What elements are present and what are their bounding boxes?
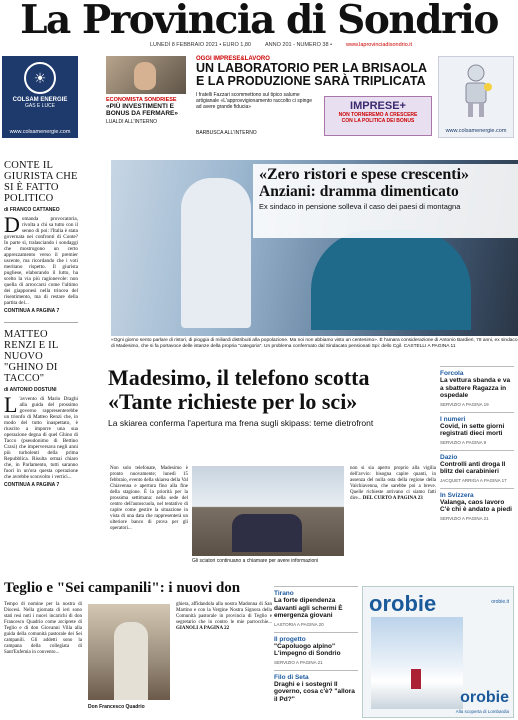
brief-tirano[interactable] — [274, 586, 358, 632]
orobie-ad[interactable] — [362, 586, 514, 718]
lead-headline-2: Anziani: dramma dimenticato — [259, 183, 459, 200]
teglio-col-3: ghiera, affidandola alla nostra Madonna di San Martino e con la Vergine Nostra Signora della Comunità pastorale in provincia di Teglio e segretario che in contro le mie parrocchie... GIANOLI A PAGINA 22 — [176, 602, 272, 631]
lead-caption: «Ogni giorno sento parlare di ristori, di pioggia di miliardi distribuiti alla popolazione. Ma noi non abbiamo visto un centesimo». È l'amara considerazione di Antonio Bardieri, 78 anni, ex sindaco di Madesimo, che si fa portavoce delle istanze della propria "categoria". Un problema confermato dal Sindacato pensionati Spi: dello Cgil. CASTELLI A PAGINA 11 — [111, 338, 518, 349]
ad-tagline: GAS E LUCE — [24, 103, 55, 109]
economist-photo — [106, 56, 186, 94]
brief-section: Forcola — [440, 370, 464, 377]
ad-url-left[interactable]: www.colsamenergie.com — [9, 129, 71, 135]
orobie-subtitle: Alla scoperta di Lombardia — [455, 709, 509, 714]
editorial-2-dropcap: L — [4, 392, 18, 417]
priest-photo — [88, 604, 170, 700]
brief-section: I numeri — [440, 415, 466, 423]
madesimo-photo — [192, 466, 344, 556]
website-link[interactable]: www.laprovinciadisondrio.it — [346, 42, 413, 48]
editorial-2-text: L 'avvento di Mario Draghi alla guida del prossimo governo rappresenterebbe un trionfo di Matteo Renzi che, in modo del tutto inaspettato, è riuscito a imporre una sua operazione degna di quel Ghino di Tacco (pseudonimo di Bettino Craxi) che imperversava negli anni più turbolenti della prima Repubblica. Risulta ormai chiaro che, in Parlamento, tutti saranno fuori in un'ora questa operazione che avrebbe sconvolto i vertici... — [4, 392, 78, 480]
brief-filo-di-seta[interactable] — [274, 670, 358, 709]
brief-progetto[interactable] — [274, 632, 358, 670]
editorial-2-title[interactable]: MATTEO RENZI E IL NUOVO "GHINO DI TACCO" — [4, 329, 59, 384]
lead-kicker: Ex sindaco in pensione solleva il caso dei paesi di montagna — [259, 202, 461, 211]
brisaola-body: I fratelli Fazzari scommettono sul tipico salume artigianale «L'approvvigionamento raccolto ci spinge ad avere grande fiducia» — [196, 92, 313, 110]
madesimo-col-1: Non solo telefonate, Madesimo è pronto nuovamente; lunedì 15 febbraio, evento della skiarea della Val Chiavenna e apertura fino alla fine della stagione. È la priorità per la prossima settimana: nella sede del centro dell'autoscuola, nel tentativo di capire come gestire la situazione in vista di una data che rappresenterà un ulteriore banco di prova per gli operatori... — [110, 466, 188, 531]
lead-photo — [111, 160, 518, 336]
teglio-story[interactable] — [4, 580, 272, 710]
brief-dazio[interactable] — [440, 450, 514, 488]
orobie-url[interactable]: orobie.it — [491, 599, 509, 605]
issue-number: ANNO 201 - NUMERO 38 • — [264, 42, 332, 48]
brief-title: "Capoluogo alpino" L'impegno di Sondrio — [274, 642, 341, 657]
orobie-cover-image — [371, 617, 463, 709]
madesimo-photo-caption: Gli sciatori continuano a chiamare per avere informazioni — [192, 558, 319, 564]
brief-svizzera[interactable] — [440, 488, 514, 526]
editorial-2-more[interactable]: CONTINUA A PAGINA 7 — [4, 482, 60, 488]
brief-page: JACQUET ARRIGA A PAGINA 17 — [440, 477, 507, 483]
ad-url-right[interactable]: www.colsamenergie.com — [445, 128, 507, 134]
masthead-info — [150, 42, 450, 48]
imprese-line-2: CON LA POLITICA DEI BONUS — [341, 118, 415, 124]
editorial-1-dropcap: D — [4, 212, 20, 237]
brief-title: Controlli anti droga Il blitz dei carabinieri — [440, 460, 506, 475]
brisaola-byline: BARBUSCA ALL'INTERNO — [196, 130, 257, 136]
masthead — [0, 0, 518, 50]
newspaper-title: La Provincia di Sondrio — [20, 0, 498, 43]
brief-title: Valanga, caos lavoro C'è chi è andato a piedi — [440, 498, 512, 513]
brief-title: La vettura sbanda e va a sbattere Ragazza in ospedale — [440, 377, 511, 399]
brief-page: SERVIZIO A PAGINA 21 — [440, 515, 489, 521]
brief-section: Il progetto — [274, 635, 306, 643]
teglio-col-1: Tempo di nomine per la nostra di Diocesi. Nella giornata di ieri sono stati resi noti i nuovi incarichi di don Francesco Quadrio come arciprete di Teglio e di don Giovanni Villa alla guida della comunità pastorale dei Sei campanili. Gli addetti sono la campana della collegiata di Sant'Eufemia in convento... — [4, 602, 82, 655]
imprese-banner[interactable] — [324, 96, 432, 136]
brisaola-headline-1: UN LABORATORIO PER LA BRISAOLA — [196, 61, 428, 75]
brisaola-story[interactable] — [196, 56, 432, 138]
brief-page: LASTORIA A PAGINA 20 — [274, 621, 324, 627]
brisaola-tag: OGGI IMPRESE&LAVORO — [196, 56, 270, 62]
teaser-byline: LUALDI ALL'INTERNO — [106, 119, 157, 125]
brief-page: SERVIZIO A PAGINA 21 — [274, 659, 323, 665]
brief-numeri[interactable] — [440, 412, 514, 450]
teaser-section: ECONOMISTA SONDRIESE — [106, 97, 177, 103]
madesimo-story[interactable] — [108, 366, 408, 428]
imprese-logo: IMPRESE+ — [350, 100, 406, 112]
madesimo-kicker: La skiarea conferma l'apertura ma frena sugli skipass: teme dietrofront — [108, 418, 374, 428]
colsam-ad-right[interactable] — [438, 56, 514, 138]
economist-teaser[interactable] — [106, 56, 186, 138]
brief-forcola[interactable] — [440, 366, 514, 412]
top-band — [0, 56, 518, 140]
madesimo-headline-2: «Tante richieste per lo sci» — [108, 389, 358, 414]
colsam-ad-left[interactable] — [2, 56, 78, 138]
editorial-1-author: di FRANCO CATTANEO — [4, 207, 60, 213]
brief-title: La forte dipendenza davanti agli schermi È emergenza giovani — [274, 597, 343, 619]
madesimo-headline-1: Madesimo, il telefono scotta — [108, 365, 370, 390]
brief-title: Covid, in sette giorni registrati dieci morti — [440, 422, 505, 437]
imprese-line-1: NON TORNEREMO A CRESCERE — [338, 112, 418, 118]
bulb-icon: ☀ — [24, 62, 56, 94]
bottom-briefs — [274, 586, 358, 708]
brief-section: Filo di Seta — [274, 673, 309, 681]
lead-headline-1: «Zero ristori e spese crescenti» — [259, 166, 470, 183]
editorial-1-more[interactable]: CONTINUA A PAGINA 7 — [4, 308, 60, 314]
lead-headline-panel — [253, 164, 518, 238]
brief-title: Draghi e i sostegni Il governo, cosa c'è? "allora il Pd?" — [274, 680, 355, 703]
issue-date: LUNEDÌ 8 FEBBRAIO 2021 • EURO 1,80 — [150, 42, 251, 48]
lead-story[interactable] — [111, 160, 518, 356]
madesimo-col-3: non si sia aperto proprio alla vigilia dell'avvio: bisogna capire quanti, in assenza del nulla osta della regione della Valchiavenna, che sarebbe poi a breve. Quelle richieste arrivano ci siamo fatti dire... DEL CURTO A PAGINA 23 — [350, 466, 436, 501]
brisaola-headline-2: E LA PRODUZIONE SARÀ TRIPLICATA — [196, 74, 426, 88]
brief-section: Tirano — [274, 590, 294, 597]
brief-page: SERVIZIO A PAGINA 9 — [440, 439, 487, 445]
brief-section: Dazio — [440, 453, 458, 461]
editorial-1-title[interactable]: CONTE IL GIURISTA CHE SI È FATTO POLITICO — [4, 160, 78, 204]
editorial-1-text: Domanda provocatoria, rivolta a chi sa tutto con il senno di poi: l'Italia è stata governata nei confronti di Conte? In parte sì, tralasciando i sondaggi che mostrugono un certo apprezzamento verso il premier uscente, ma ricordando che i voti meritano rispetto. Il giurista pugliese, elaborando il lutto, ha scelto la via più ragionevole: non quella di arroccarsi come l'ultimo dei giapponesi nella trincea del risentimento, ma di restare della partita del... — [4, 212, 78, 306]
ad-brand: COLSAM ENERGIE — [12, 97, 68, 103]
editorials-column — [4, 160, 78, 488]
orobie-logo: orobie — [369, 591, 437, 616]
teglio-more[interactable]: GIANOLI A PAGINA 22 — [176, 626, 230, 631]
brief-page: SERVIZIO A PAGINA 19 — [440, 401, 489, 407]
editorial-2-author: di ANTONIO DOSTUNI — [4, 387, 57, 393]
brief-section: In Svizzera — [440, 491, 474, 499]
priest-caption: Don Francesco Quadrio — [88, 704, 145, 710]
robot-icon — [456, 63, 496, 119]
orobie-small-logo: orobie — [460, 689, 509, 706]
teglio-headline: Teglio e "Sei campanili": i nuovi don — [4, 580, 241, 596]
briefs-column — [440, 366, 514, 526]
teaser-title: «PIÙ INVESTIMENTI E BONUS DA FERMARE» — [106, 103, 178, 117]
madesimo-more[interactable]: DEL CURTO A PAGINA 23 — [362, 496, 423, 501]
